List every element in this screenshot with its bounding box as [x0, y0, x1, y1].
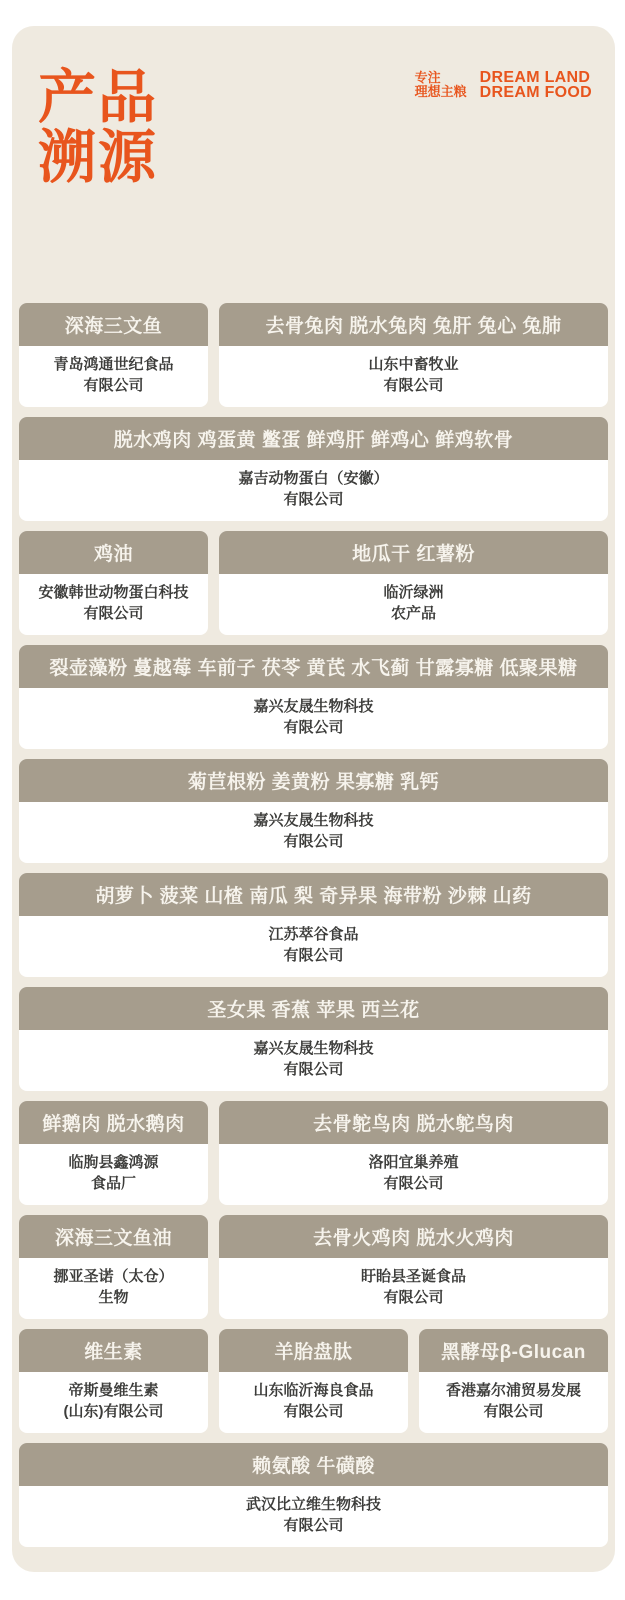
ingredient-card-body: [219, 1258, 608, 1319]
ingredient-card-header: [19, 1329, 208, 1372]
supplier-name-line1: 青岛鸿通世纪食品: [53, 355, 174, 373]
supplier-name-line2: 农产品: [390, 604, 436, 622]
ingredient-card: [219, 531, 608, 635]
supplier-name-line2: 有限公司: [283, 718, 344, 736]
ingredient-names: 维生素: [84, 1342, 143, 1363]
supplier-name-line2: 有限公司: [283, 832, 344, 850]
ingredient-names: 深海三文鱼: [64, 316, 163, 337]
supplier-name-line1: 盱眙县圣诞食品: [360, 1267, 466, 1285]
ingredient-card-header: [19, 531, 208, 574]
page-title: [38, 65, 159, 190]
ingredient-card: [19, 531, 208, 635]
supplier-name-line1: 安徽韩世动物蛋白科技: [38, 583, 189, 601]
ingredient-names: 鲜鹅肉 脱水鹅肉: [42, 1114, 185, 1135]
supplier-name-line2: 有限公司: [283, 1060, 344, 1078]
ingredient-names: 地瓜干 红薯粉: [352, 544, 475, 565]
supplier-name-line1: 嘉兴友晟生物科技: [253, 697, 374, 715]
supplier-name-line2: 有限公司: [283, 490, 344, 508]
supplier-name-line1: 嘉兴友晟生物科技: [253, 811, 374, 829]
supplier-name-line1: 洛阳宜巢养殖: [368, 1153, 459, 1171]
ingredient-card: [19, 645, 608, 749]
ingredient-card-header: [19, 1443, 608, 1486]
ingredient-card-header: [219, 1101, 608, 1144]
ingredient-card-body: [19, 346, 208, 407]
ingredient-card-body: [19, 802, 608, 863]
ingredient-names: 圣女果 香蕉 苹果 西兰花: [207, 1000, 420, 1021]
supplier-name-line2: 食品厂: [90, 1174, 136, 1192]
ingredient-card-body: [219, 346, 608, 407]
supplier-name-line2: 有限公司: [283, 946, 344, 964]
ingredient-card-body: [19, 1486, 608, 1547]
ingredient-card-header: [19, 1215, 208, 1258]
cards-grid: [19, 303, 608, 1547]
ingredient-names: 裂壶藻粉 蔓越莓 车前子 茯苓 黄芪 水飞蓟 甘露寡糖 低聚果糖: [49, 658, 578, 679]
ingredient-card-body: [19, 1372, 208, 1433]
ingredient-names: 菊苣根粉 姜黄粉 果寡糖 乳钙: [187, 772, 440, 793]
supplier-name-line2: 有限公司: [383, 376, 444, 394]
ingredient-card: [19, 1215, 208, 1319]
ingredient-card: [19, 987, 608, 1091]
logo-wordmark-line1: DREAM LAND: [479, 69, 591, 86]
page-title-line1: 产品: [38, 65, 159, 130]
ingredient-card: [219, 1215, 608, 1319]
ingredient-card-header: [219, 303, 608, 346]
supplier-name-line1: 挪亚圣诺（太仓）: [53, 1267, 174, 1285]
ingredient-card-body: [19, 916, 608, 977]
ingredient-names: 去骨兔肉 脱水兔肉 兔肝 兔心 兔肺: [265, 316, 562, 337]
ingredient-card: [419, 1329, 608, 1433]
ingredient-card: [19, 1329, 208, 1433]
ingredient-card: [19, 417, 608, 521]
supplier-name-line2: 有限公司: [83, 604, 144, 622]
ingredient-names: 黑酵母β-Glucan: [441, 1342, 586, 1363]
supplier-name-line1: 帝斯曼维生素: [68, 1381, 159, 1399]
ingredient-names: 去骨鸵鸟肉 脱水鸵鸟肉: [313, 1114, 514, 1135]
ingredient-card-header: [19, 987, 608, 1030]
ingredient-names: 去骨火鸡肉 脱水火鸡肉: [313, 1228, 514, 1249]
supplier-name-line2: 有限公司: [383, 1174, 444, 1192]
ingredient-card-body: [219, 1144, 608, 1205]
ingredient-card-header: [19, 759, 608, 802]
supplier-name-line1: 山东临沂海良食品: [253, 1381, 374, 1399]
ingredient-card-body: [19, 1144, 208, 1205]
ingredient-card-header: [19, 645, 608, 688]
ingredient-card-header: [419, 1329, 608, 1372]
ingredient-names: 羊胎盘肽: [274, 1342, 353, 1363]
supplier-name-line1: 山东中畜牧业: [368, 355, 459, 373]
ingredient-card-body: [19, 574, 208, 635]
ingredient-card: [219, 1329, 408, 1433]
supplier-name-line1: 武汉比立维生物科技: [245, 1495, 381, 1513]
ingredient-card-body: [19, 688, 608, 749]
panel-header: [19, 26, 608, 303]
ingredient-names: 鸡油: [93, 544, 133, 565]
supplier-name-line2: 有限公司: [283, 1516, 344, 1534]
ingredient-card-header: [19, 1101, 208, 1144]
ingredient-card-body: [219, 574, 608, 635]
ingredient-card: [19, 303, 208, 407]
supplier-name-line1: 临朐县鑫鸿源: [68, 1153, 159, 1171]
ingredient-card-body: [19, 460, 608, 521]
ingredient-names: 深海三文鱼油: [54, 1228, 172, 1249]
ingredient-card-header: [219, 531, 608, 574]
logo-tagline-line2: 理想主粮: [414, 84, 467, 99]
ingredient-card-body: [19, 1258, 208, 1319]
supplier-name-line1: 临沂绿洲: [383, 583, 444, 601]
ingredient-names: 胡萝卜 菠菜 山楂 南瓜 梨 奇异果 海带粉 沙棘 山药: [95, 886, 532, 907]
logo-wordmark-line2: DREAM FOOD: [479, 83, 592, 101]
ingredient-card-header: [219, 1329, 408, 1372]
brand-logo: [415, 71, 592, 100]
ingredient-card: [19, 1101, 208, 1205]
logo-tagline: [415, 71, 467, 99]
logo-wordmark: [480, 71, 592, 100]
ingredient-card-header: [219, 1215, 608, 1258]
ingredient-card-body: [219, 1372, 408, 1433]
supplier-name-line1: 嘉吉动物蛋白（安徽）: [238, 469, 389, 487]
ingredient-card-body: [19, 1030, 608, 1091]
ingredient-card: [19, 1443, 608, 1547]
ingredient-card-header: [19, 873, 608, 916]
supplier-name-line2: 有限公司: [83, 376, 144, 394]
supplier-name-line2: (山东)有限公司: [63, 1402, 164, 1420]
supplier-name-line2: 有限公司: [483, 1402, 544, 1420]
ingredient-card: [219, 303, 608, 407]
supplier-name-line1: 香港嘉尔浦贸易发展: [445, 1381, 581, 1399]
ingredient-card: [19, 759, 608, 863]
ingredient-names: 赖氨酸 牛磺酸: [252, 1456, 375, 1477]
ingredient-card-body: [419, 1372, 608, 1433]
supplier-name-line1: 嘉兴友晟生物科技: [253, 1039, 374, 1057]
ingredient-card: [19, 873, 608, 977]
supplier-name-line2: 有限公司: [283, 1402, 344, 1420]
page-title-line2: 溯源: [38, 125, 159, 190]
supplier-name-line2: 生物: [98, 1288, 129, 1306]
ingredient-names: 脱水鸡肉 鸡蛋黄 鳖蛋 鲜鸡肝 鲜鸡心 鲜鸡软骨: [113, 430, 514, 451]
supplier-name-line2: 有限公司: [383, 1288, 444, 1306]
supplier-name-line1: 江苏萃谷食品: [268, 925, 359, 943]
ingredient-card: [219, 1101, 608, 1205]
ingredient-card-header: [19, 417, 608, 460]
brand-panel: [12, 26, 615, 1572]
ingredient-card-header: [19, 303, 208, 346]
logo-tagline-line1: 专注: [414, 70, 441, 85]
